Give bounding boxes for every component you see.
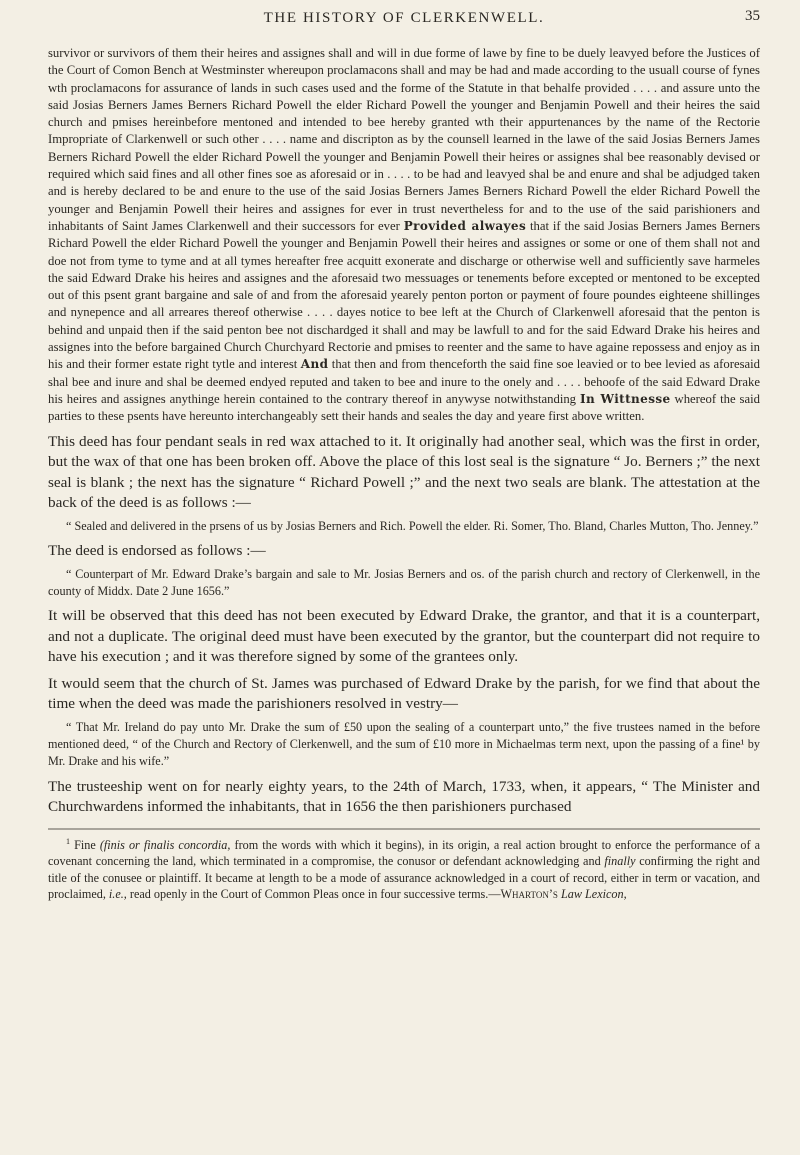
blackletter-provided-alwayes: Provided alwayes <box>403 218 527 233</box>
footnote-finally: finally <box>604 854 636 869</box>
footnote-marker: 1 <box>66 836 70 846</box>
paragraph-endorsed: The deed is endorsed as follows :— <box>48 542 266 560</box>
footnote-text-3: read openly in the Court of Common Pleas once in four successive terms.— <box>129 887 501 902</box>
paragraph-seals: This deed has four pendant seals in red wax attached to it. It originally had another seal, which was the first in order, but the wax of that one has been broken off. Above the place of this lost seal is the signature “ Jo. Berners ;” the next seal is blank ; the next has the signature “ Richard Powell ;” and the next two seals are blank. The attestation at the back of the deed is as follows :— <box>48 432 760 512</box>
footnote-rule <box>48 826 760 832</box>
blackletter-in-wittnesse: In Wittnesse <box>580 391 671 406</box>
deed-text-paragraph <box>48 45 760 426</box>
footnote-ie: i.e., <box>108 887 127 902</box>
footnote-term: (finis or finalis concordia, <box>99 837 231 852</box>
paragraph-purchase: It would seem that the church of St. James was purchased of Edward Drake by the parish, for we find that about the time when the deed was made the parishioners resolved in vestry— <box>48 674 760 713</box>
paragraph-counterpart: It will be observed that this deed has not been executed by Edward Drake, the grantor, and that it is a counterpart, and not a duplicate. The original deed must have been executed by the grantor, but the counterpart did not require to have his execution ; and it was therefore signed by some of the grantees only. <box>48 607 760 666</box>
running-head <box>48 0 760 38</box>
page-number: 35 <box>745 8 760 24</box>
paragraph-trusteeship: The trusteeship went on for nearly eighty years, to the 24th of March, 1733, when, it appears, “ The Minister and Churchwardens informed the inhabitants, that in 1656 the then parishioners purchased <box>48 777 760 816</box>
deed-text-part-1: survivor or survivors of them their heires and assignes shall and will in due forme of lawe by fine to be duely leavyed before the Justices of the Court of Comon Bench at Westminster whereupon proclamacons shall and may be had and made according to the usuall course of fynes wth proclamacons for assurance of lands in such cases used and the forme of the Statute in that behalfe provided . . . . and assure unto the said Josias Berners James Berners Richard Powell the elder Richard Powell the younger and Benjamin Powell and their heires the said church and pmises hereinbefore mentoned and intended to bee hereby granted wth their appurtenances by the name of the Rectorie Impropriate of Clarkenwell or such other . . . . name and discripton as by the counsell learned in the lawe of the said Josias Berners James Berners Richard Powell the elder Richard Powell the younger and Benjamin Powell their heires or assignes shal bee reasonably devised or required which said fines and all other fines soe as aforesaid or in . . . . to be had and leavyed shal be and enure and shal be adjudged taken and is hereby declared to be and enure to the use of the said Josias Berners James Berners Richard Powell the elder Richard Powell the younger and Benjamin Powell their heires and assignes for ever in trust nevertheless for and to the use of the said parishioners and inhabitants of Saint James Clarkenwell and their successors for ever <box>48 46 760 233</box>
footnote-lead: Fine <box>74 837 96 852</box>
deed-text-part-3: that then and from thenceforth the said fine soe leavied or to bee levied as aforesaid shal bee and inure and shal be deemed endyed reputed and taken to bee and inure to the onely and . . . . behoofe of the said Edward Drake his heires and assignes anythinge herein contained to the contrary thereof in anywyse notwithstanding <box>48 357 761 406</box>
running-title: THE HISTORY OF CLERKENWELL. <box>263 10 545 26</box>
footnote-text-2: confirming the right and title of the conusee or plaintiff. It became at length to be a mode of assurance acknowledged in a court of record, either in term or vacation, and proclaimed, <box>48 854 760 902</box>
quote-endorsement: “ Counterpart of Mr. Edward Drake’s bargain and sale to Mr. Josias Berners and os. of the parish church and rectory of Clerkenwell, in the county of Middx. Date 2 June 1656.” <box>48 566 760 598</box>
quote-attestation: “ Sealed and delivered in the prsens of us by Josias Berners and Rich. Powell the elder. Ri. Somer, Tho. Bland, Charles Mutton, Tho. Jenney.” <box>66 518 759 533</box>
footnote <box>48 837 760 903</box>
footnote-text-1: from the words with which it begins), in its origin, a real action brought to enforce the performance of a covenant concerning the land, which terminated in a compromise, the conusor or defendant acknowledging and <box>48 837 761 869</box>
footnote-source-title: Law Lexicon, <box>560 887 627 902</box>
footnote-source-author: Wharton’s <box>500 887 558 902</box>
deed-text-part-2: that if the said Josias Berners James Berners Richard Powell the elder Richard Powell the younger and Benjamin Powell their heires and assignes or some or one of them shall not and doe not from tyme to tyme and at all tymes hereafter free acquitt exonerate and discharge or otherwise well and sufficiently save harmeles the said Edward Drake his heires and assignes and the aforesaid two messuages or tenements before excepted or mentoned to be excepted out of this psent grant bargaine and sale of and from the aforesaid yearely penton porton or payment of foure poundes eighteene shillinges and nynepence and all arreares thereof otherwise . . . . dayes notice to bee left at the Church of Clarkenwell aforesaid that the penton is behind and unpaid then if the said penton bee not dischardged it shall and may be lawfull to and for the said Edward Drake his heires and assignes into the before bargained Church Churchyard Rectorie and pmises to reenter and the same to have againe repossess and enjoy as in his and their former estate right tytle and interest <box>48 218 761 372</box>
quote-vestry: “ That Mr. Ireland do pay unto Mr. Drake the sum of £50 upon the sealing of a counterpart unto,” the five trustees named in the before mentioned deed, “ of the Church and Rectory of Clerkenwell, and the sum of £10 more in Michaelmas term next, upon the passing of a fine¹ by Mr. Drake and his wife.” <box>48 720 760 769</box>
blackletter-and: And <box>300 357 329 372</box>
deed-text-part-4: whereof the said parties to these psents have hereunto interchangeably sett their hands and seales the day and yeare first above written. <box>48 391 760 424</box>
